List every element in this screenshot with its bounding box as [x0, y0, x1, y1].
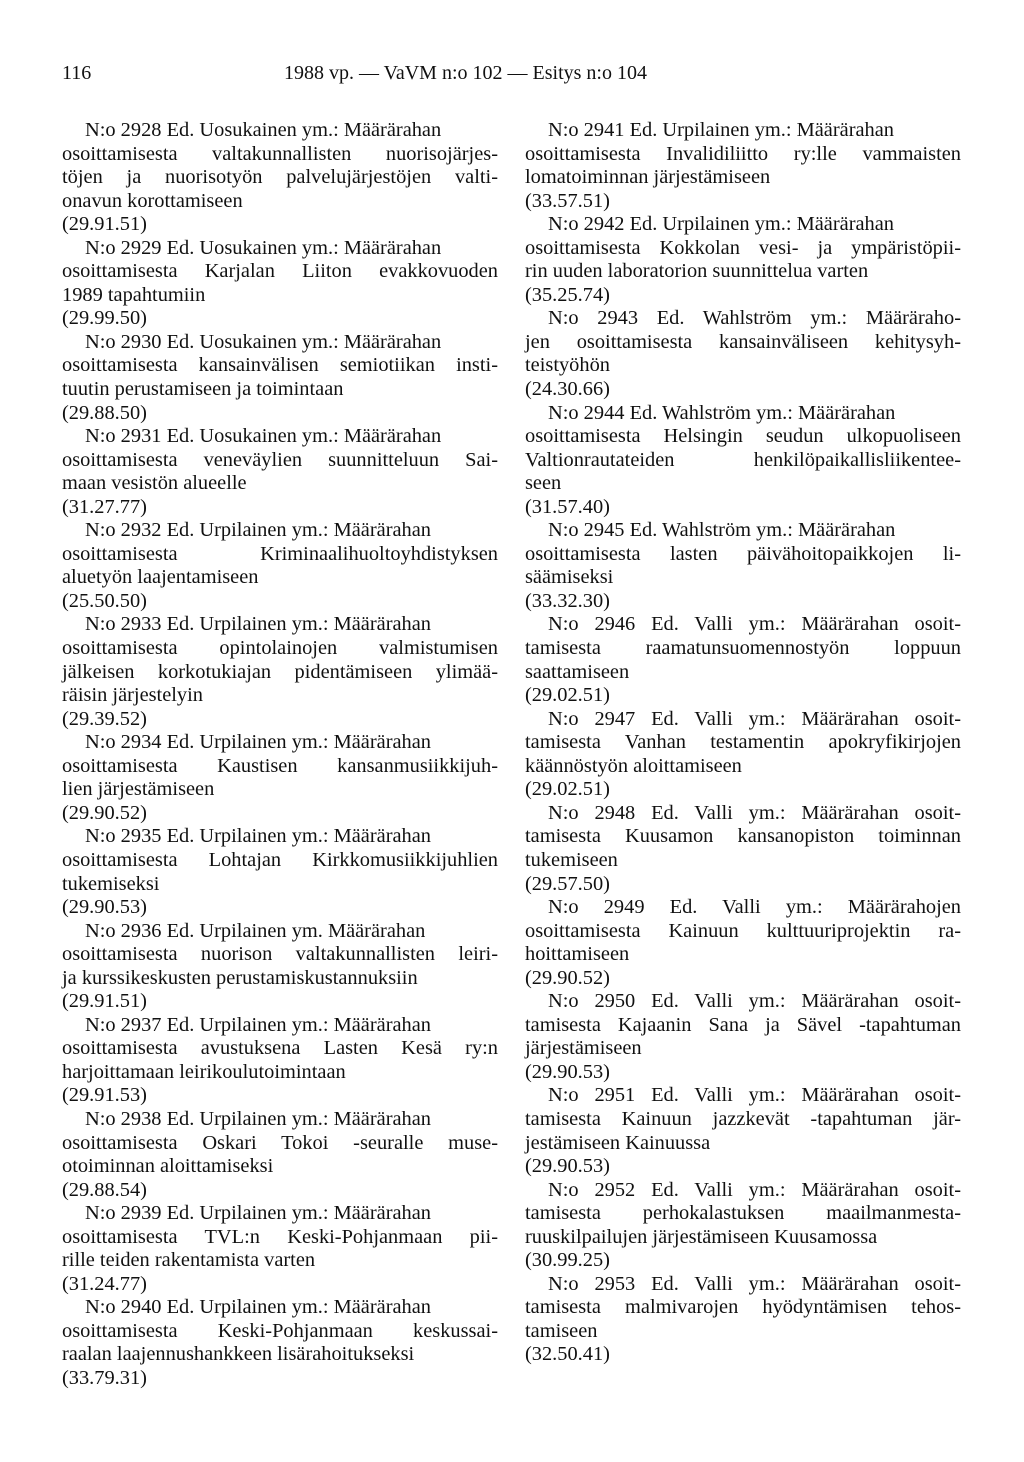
text-line: N:o 2938 Ed. Urpilainen ym.: Määrärahan — [85, 1107, 431, 1130]
text-line: saattamiseen — [525, 660, 630, 683]
text-line: osoittamisesta Keski-Pohjanmaan keskussai- — [62, 1319, 498, 1342]
text-line: tamisesta Kajaanin Sana ja Sävel -tapahtuman — [525, 1013, 961, 1036]
text-line: N:o 2935 Ed. Urpilainen ym.: Määrärahan — [85, 825, 431, 848]
text-line: maan vesistön alueelle — [62, 472, 247, 495]
right-column — [525, 119, 961, 1367]
text-line: tamisesta perhokalastuksen maailmanmesta- — [525, 1202, 961, 1225]
text-line: (29.91.51) — [62, 213, 147, 236]
text-line: hoittamiseen — [525, 943, 630, 966]
text-line: osoittamisesta Kaustisen kansanmusiikkijuh- — [62, 754, 498, 777]
text-line: osoittamisesta Helsingin seudun ulkopuoliseen — [525, 425, 961, 448]
text-line: (29.90.53) — [525, 1155, 610, 1178]
text-line: (29.39.52) — [62, 707, 147, 730]
text-line: N:o 2945 Ed. Wahlström ym.: Määrärahan — [548, 519, 896, 542]
text-line: osoittamisesta Lohtajan Kirkkomusiikkijuhlien — [62, 848, 498, 871]
text-line: (29.91.53) — [62, 1084, 147, 1107]
text-line: osoittamisesta TVL:n Keski-Pohjanmaan pii- — [62, 1225, 498, 1248]
running-head: 1988 vp. — VaVM n:o 102 — Esitys n:o 104 — [284, 62, 647, 84]
text-line: räisin järjestelyin — [62, 684, 203, 707]
text-line: lomatoiminnan järjestämiseen — [525, 166, 771, 189]
text-line: (24.30.66) — [525, 378, 610, 401]
text-line: (29.88.50) — [62, 401, 147, 424]
left-column — [62, 119, 498, 1391]
text-line: N:o 2928 Ed. Uosukainen ym.: Määrärahan — [85, 119, 442, 141]
text-line: N:o 2949 Ed. Valli ym.: Määrärahojen — [548, 896, 961, 919]
text-line: osoittamisesta opintolainojen valmistumisen — [62, 637, 498, 660]
text-line: tamiseen — [525, 1319, 598, 1342]
text-line: osoittamisesta valtakunnallisten nuorisojärjes- — [62, 142, 498, 165]
text-line: (29.02.51) — [525, 778, 610, 801]
text-line: N:o 2932 Ed. Urpilainen ym.: Määrärahan — [85, 519, 431, 542]
text-line: ja kurssikeskusten perustamiskustannuksiin — [62, 966, 418, 989]
text-line: tukemiseen — [525, 848, 618, 871]
text-line: N:o 2940 Ed. Urpilainen ym.: Määrärahan — [85, 1296, 431, 1319]
text-line: N:o 2929 Ed. Uosukainen ym.: Määrärahan — [85, 236, 442, 259]
text-line: N:o 2936 Ed. Urpilainen ym. Määrärahan — [85, 919, 426, 942]
text-line: osoittamisesta Invalidiliitto ry:lle vammaisten — [525, 142, 961, 165]
text-line: jälkeisen korkotukiajan pidentämiseen ylimää- — [62, 660, 498, 683]
text-line: jestämiseen Kainuussa — [525, 1131, 711, 1154]
text-line: (29.88.54) — [62, 1178, 147, 1201]
text-line: N:o 2944 Ed. Wahlström ym.: Määrärahan — [548, 401, 896, 424]
text-line: käännöstyön aloittamiseen — [525, 754, 742, 777]
text-line: (33.32.30) — [525, 589, 610, 612]
text-line: 1989 tapahtumiin — [62, 283, 206, 306]
text-line: tukemiseksi — [62, 872, 160, 895]
text-line: harjoittamaan leirikoulutoimintaan — [62, 1060, 346, 1083]
text-line: (29.90.53) — [62, 896, 147, 919]
text-line: tuutin perustamiseen ja toimintaan — [62, 378, 344, 401]
page-header — [62, 62, 962, 92]
text-line: tamisesta raamatunsuomennostyön loppuun — [525, 637, 961, 660]
text-line: (29.02.51) — [525, 684, 610, 707]
text-line: osoittamisesta lasten päivähoitopaikkojen li- — [525, 542, 961, 565]
text-line: töjen ja nuorisotyön palvelujärjestöjen valti- — [62, 166, 498, 189]
text-line: tamisesta Kuusamon kansanopiston toiminnan — [525, 825, 961, 848]
text-line: N:o 2948 Ed. Valli ym.: Määrärahan osoit- — [548, 801, 961, 824]
text-line: ruuskilpailujen järjestämiseen Kuusamossa — [525, 1225, 878, 1248]
text-line: osoittamisesta Kainuun kulttuuriprojektin ra- — [525, 919, 961, 942]
text-line: N:o 2947 Ed. Valli ym.: Määrärahan osoit- — [548, 707, 961, 730]
text-line: (32.50.41) — [525, 1343, 610, 1366]
text-line: osoittamisesta nuorison valtakunnallisten leiri- — [62, 943, 498, 966]
text-line: (33.79.31) — [62, 1366, 147, 1389]
text-line: osoittamisesta Kokkolan vesi- ja ympäristöpii- — [525, 236, 961, 259]
text-line: (29.90.52) — [62, 801, 147, 824]
text-line: N:o 2942 Ed. Urpilainen ym.: Määrärahan — [548, 213, 894, 236]
text-line: osoittamisesta Kriminaalihuoltoyhdistyksen — [62, 542, 498, 565]
text-line: N:o 2934 Ed. Urpilainen ym.: Määrärahan — [85, 731, 431, 754]
text-line: (30.99.25) — [525, 1249, 610, 1272]
text-line: N:o 2953 Ed. Valli ym.: Määrärahan osoit- — [548, 1272, 961, 1295]
text-line: N:o 2943 Ed. Wahlström ym.: Määräraho- — [548, 307, 961, 330]
text-line: säämiseksi — [525, 566, 614, 589]
text-line: raalan laajennushankkeen lisärahoitukseksi — [62, 1343, 415, 1366]
page-number: 116 — [62, 62, 92, 84]
text-line: (31.24.77) — [62, 1272, 147, 1295]
text-line: tamisesta Kainuun jazzkevät -tapahtuman jär- — [525, 1107, 961, 1130]
text-line: rin uuden laboratorion suunnittelua varten — [525, 260, 869, 283]
text-line: (25.50.50) — [62, 589, 147, 612]
text-line: järjestämiseen — [525, 1037, 642, 1060]
text-line: (35.25.74) — [525, 283, 610, 306]
text-line: (29.90.52) — [525, 966, 610, 989]
text-line: (29.90.53) — [525, 1060, 610, 1083]
text-line: otoiminnan aloittamiseksi — [62, 1155, 274, 1178]
text-line: aluetyön laajentamiseen — [62, 566, 259, 589]
text-line: N:o 2950 Ed. Valli ym.: Määrärahan osoit- — [548, 990, 961, 1013]
text-line: Valtionrautateiden henkilöpaikallisliikentee- — [525, 448, 961, 471]
text-line: (31.27.77) — [62, 495, 147, 518]
text-line: rille teiden rakentamista varten — [62, 1249, 316, 1272]
text-line: osoittamisesta avustuksena Lasten Kesä ry:n — [62, 1037, 498, 1060]
text-line: N:o 2952 Ed. Valli ym.: Määrärahan osoit- — [548, 1178, 961, 1201]
text-line: (31.57.40) — [525, 495, 610, 518]
text-line: (29.91.51) — [62, 990, 147, 1013]
text-line: N:o 2937 Ed. Urpilainen ym.: Määrärahan — [85, 1013, 431, 1036]
text-line: (29.99.50) — [62, 307, 147, 330]
text-line: (29.57.50) — [525, 872, 610, 895]
text-line: teistyöhön — [525, 354, 610, 377]
text-line: tamisesta Vanhan testamentin apokryfikirjojen — [525, 731, 961, 754]
text-line: N:o 2933 Ed. Urpilainen ym.: Määrärahan — [85, 613, 431, 636]
text-line: lien järjestämiseen — [62, 778, 215, 801]
text-line: osoittamisesta Oskari Tokoi -seuralle muse- — [62, 1131, 498, 1154]
text-line: osoittamisesta veneväylien suunnitteluun Sai- — [62, 448, 498, 471]
text-line: N:o 2931 Ed. Uosukainen ym.: Määrärahan — [85, 425, 442, 448]
text-line: (33.57.51) — [525, 189, 610, 212]
text-line: N:o 2939 Ed. Urpilainen ym.: Määrärahan — [85, 1202, 431, 1225]
text-line: seen — [525, 472, 562, 495]
text-line: jen osoittamisesta kansainväliseen kehitysyh- — [525, 330, 961, 353]
text-line: tamisesta malmivarojen hyödyntämisen tehos- — [525, 1296, 961, 1319]
text-line: N:o 2951 Ed. Valli ym.: Määrärahan osoit- — [548, 1084, 961, 1107]
text-line: N:o 2941 Ed. Urpilainen ym.: Määrärahan — [548, 119, 894, 141]
text-line: N:o 2930 Ed. Uosukainen ym.: Määrärahan — [85, 330, 442, 353]
text-line: osoittamisesta kansainvälisen semiotiikan insti- — [62, 354, 498, 377]
text-line: onavun korottamiseen — [62, 189, 243, 212]
text-line: osoittamisesta Karjalan Liiton evakkovuoden — [62, 260, 498, 283]
text-line: N:o 2946 Ed. Valli ym.: Määrärahan osoit- — [548, 613, 961, 636]
